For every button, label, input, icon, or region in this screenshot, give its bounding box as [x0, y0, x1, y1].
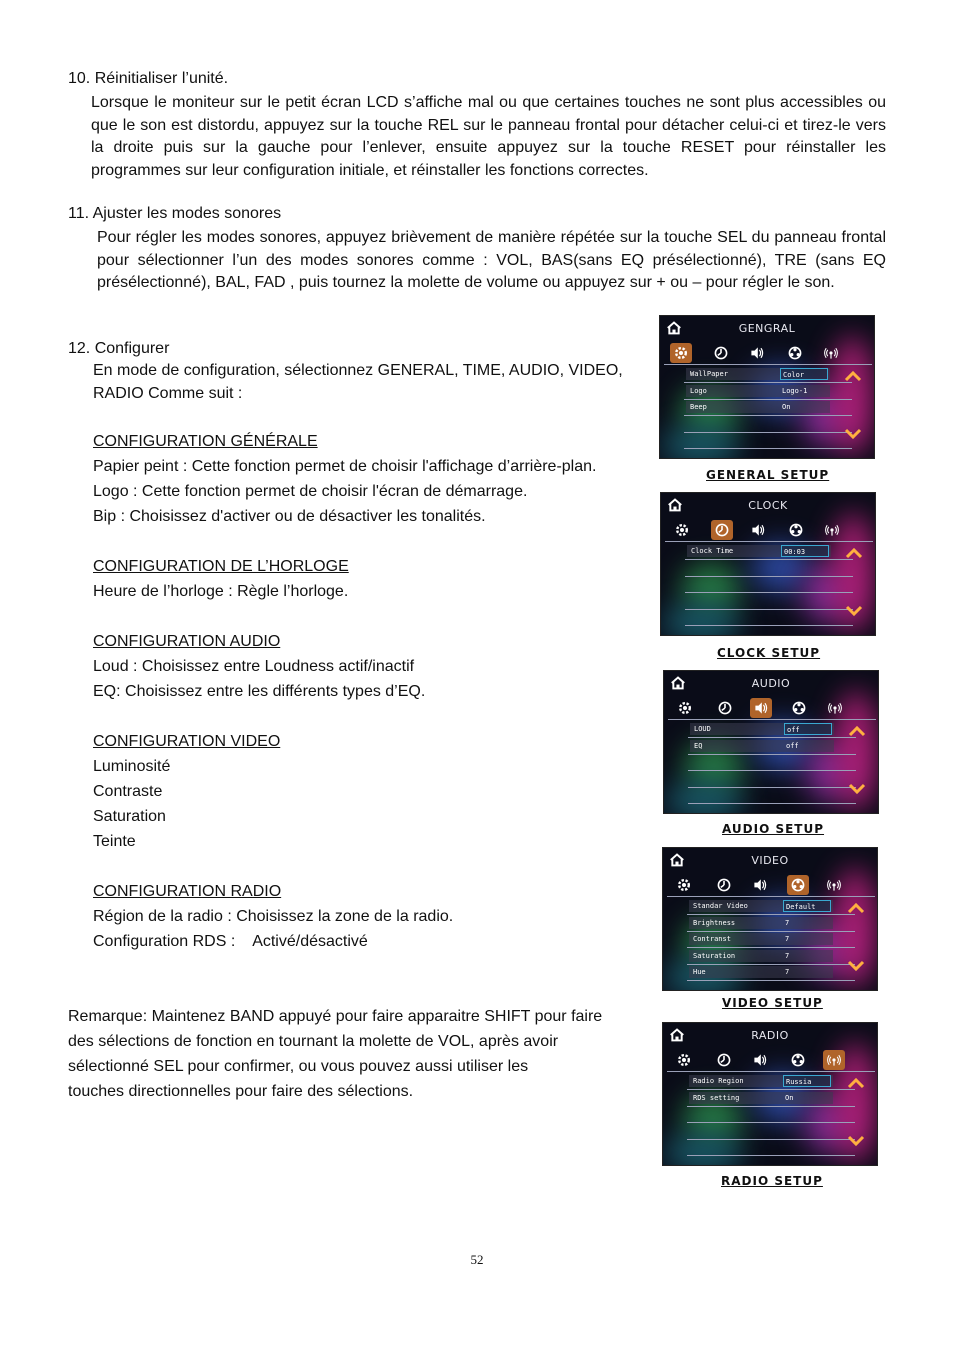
- video-config-line: Contraste: [93, 783, 163, 800]
- section-10-body: Lorsque le moniteur sur le petit écran LCD s’affiche mal ou que certaines touches ne sont plus accessibles ou que le son est distordu, appuyez sur la touche REL sur le panneau frontal pour détacher celui-ci et tirez-le vers la droite puis sur la gauche pour l’enlever, ensuite appuyez sur la touche RESET pour réinstaller les programmes sur leur configuration initiale, et réinstaller les fonctions correctes.: [91, 94, 886, 179]
- video-config-line: Saturation: [93, 808, 166, 825]
- setting-label: RDS setting: [693, 1093, 740, 1102]
- setting-label: Clock Time: [691, 547, 734, 555]
- speaker-icon[interactable]: [749, 875, 771, 895]
- general-config-title: CONFIGURATION GÉNÉRALE: [93, 433, 318, 450]
- setting-value[interactable]: On: [785, 1093, 794, 1102]
- remark-line: des sélections de fonction en tournant la molette de VOL, après avoir: [68, 1033, 559, 1050]
- gear-icon[interactable]: [671, 520, 693, 540]
- divider: [665, 541, 873, 542]
- video-config-line: Teinte: [93, 833, 136, 850]
- row-divider: [685, 592, 853, 593]
- video-icon[interactable]: [785, 520, 807, 540]
- setting-value[interactable]: off: [784, 723, 832, 735]
- general-config-line: Bip : Choisissez d'activer ou de désactiver les tonalités.: [93, 508, 486, 525]
- scroll-down-icon[interactable]: [848, 781, 866, 795]
- gear-icon[interactable]: [673, 1050, 695, 1070]
- setting-label: Standar Video: [693, 902, 748, 910]
- setting-label: Beep: [690, 403, 707, 411]
- clock-setup-screen: [660, 492, 876, 636]
- row-divider: [687, 1089, 855, 1090]
- scroll-up-icon[interactable]: [844, 368, 862, 382]
- row-divider: [684, 415, 852, 416]
- setting-value[interactable]: Russia: [783, 1075, 831, 1087]
- category-icon-bar: [667, 874, 875, 896]
- category-icon-bar: [664, 342, 872, 364]
- setting-label: Logo: [690, 386, 707, 395]
- scroll-down-icon[interactable]: [847, 958, 865, 972]
- clock-config-line: Heure de l’horloge : Règle l’horloge.: [93, 583, 349, 600]
- setting-label: Contranst: [693, 935, 731, 943]
- setting-value[interactable]: 7: [785, 935, 790, 943]
- remark-line: Remarque: Maintenez BAND appuyé pour faire apparaitre SHIFT pour faire: [68, 1008, 603, 1025]
- clock-setup-caption: CLOCK SETUP: [717, 646, 821, 660]
- row-divider: [688, 787, 856, 788]
- general-config-line: Papier peint : Cette fonction permet de choisir l'affichage d’arrière-plan.: [93, 458, 597, 475]
- setting-label: Saturation: [693, 951, 736, 960]
- row-divider: [685, 625, 853, 626]
- row-divider: [687, 980, 855, 981]
- category-icon-bar: [668, 697, 876, 719]
- setting-value[interactable]: off: [786, 741, 799, 750]
- row-divider: [684, 382, 852, 383]
- row-divider: [684, 432, 852, 433]
- row-divider: [688, 770, 856, 771]
- video-icon[interactable]: [784, 343, 806, 363]
- clock-icon[interactable]: [713, 875, 735, 895]
- screen-title: RADIO: [751, 1029, 789, 1042]
- radio-icon[interactable]: [820, 343, 842, 363]
- radio-icon[interactable]: [823, 875, 845, 895]
- section-12-heading: 12. Configurer: [68, 340, 170, 357]
- remark-line: touches directionnelles pour faire des sélections.: [68, 1083, 414, 1100]
- row-divider: [687, 1155, 855, 1156]
- gear-icon[interactable]: [673, 875, 695, 895]
- speaker-icon[interactable]: [747, 520, 769, 540]
- row-divider: [687, 914, 855, 915]
- clock-icon[interactable]: [710, 343, 732, 363]
- setting-label: Brightness: [693, 918, 736, 927]
- remark-line: sélectionné SEL pour confirmer, ou vous pouvez aussi utiliser les: [68, 1058, 529, 1075]
- video-icon[interactable]: [787, 875, 809, 895]
- row-divider: [687, 1106, 855, 1107]
- speaker-icon[interactable]: [746, 343, 768, 363]
- page-number: 52: [470, 1252, 484, 1267]
- divider: [664, 364, 872, 365]
- gear-icon[interactable]: [674, 698, 696, 718]
- setting-value[interactable]: 7: [785, 968, 790, 976]
- screen-title: CLOCK: [748, 499, 788, 512]
- video-config-line: Luminosité: [93, 758, 171, 775]
- setting-value[interactable]: 00:03: [781, 545, 829, 557]
- row-divider: [687, 1122, 855, 1123]
- radio-config-title: CONFIGURATION RADIO: [93, 883, 282, 900]
- audio-setup-screen: [663, 670, 879, 814]
- row-divider: [688, 754, 856, 755]
- scroll-up-icon[interactable]: [845, 545, 863, 559]
- audio-setup-caption: AUDIO SETUP: [722, 822, 825, 836]
- row-divider: [687, 1139, 855, 1140]
- divider: [667, 1071, 875, 1072]
- setting-label: EQ: [694, 741, 703, 750]
- radio-icon[interactable]: [821, 520, 843, 540]
- setting-value[interactable]: 7: [785, 951, 790, 960]
- scroll-up-icon[interactable]: [847, 900, 865, 914]
- section-11-heading: 11. Ajuster les modes sonores: [68, 205, 282, 222]
- video-setup-screen: [662, 847, 878, 991]
- general-setup-screen: [659, 315, 875, 459]
- scroll-down-icon[interactable]: [845, 603, 863, 617]
- speaker-icon[interactable]: [749, 1050, 771, 1070]
- scroll-up-icon[interactable]: [847, 1075, 865, 1089]
- general-config-line: Logo : Cette fonction permet de choisir l'écran de démarrage.: [93, 483, 528, 500]
- clock-icon[interactable]: [714, 698, 736, 718]
- setting-value[interactable]: Logo-1: [782, 386, 808, 395]
- category-icon-bar: [665, 519, 873, 541]
- speaker-icon[interactable]: [750, 698, 772, 718]
- radio-icon[interactable]: [824, 698, 846, 718]
- scroll-down-icon[interactable]: [847, 1133, 865, 1147]
- video-icon[interactable]: [787, 1050, 809, 1070]
- row-divider: [687, 931, 855, 932]
- row-divider: [687, 964, 855, 965]
- section-10-heading: 10. Réinitialiser l’unité.: [68, 70, 229, 87]
- screen-title: VIDEO: [751, 854, 789, 867]
- row-divider: [684, 399, 852, 400]
- section-12-intro-line-1: En mode de configuration, sélectionnez GENERAL, TIME, AUDIO, VIDEO,: [93, 362, 623, 379]
- divider: [667, 896, 875, 897]
- general-setup-caption: GENERAL SETUP: [706, 468, 830, 482]
- row-divider: [688, 737, 856, 738]
- radio-config-line: Région de la radio : Choisissez la zone de la radio.: [93, 908, 454, 925]
- audio-config-line: EQ: Choisissez entre les différents types d’EQ.: [93, 683, 426, 700]
- section-12-intro-line-2: RADIO Comme suit :: [93, 385, 243, 402]
- radio-icon[interactable]: [823, 1050, 845, 1070]
- category-icon-bar: [667, 1049, 875, 1071]
- audio-config-line: Loud : Choisissez entre Loudness actif/inactif: [93, 658, 415, 675]
- radio-setup-caption: RADIO SETUP: [721, 1174, 823, 1188]
- radio-config-line: Configuration RDS : Activé/désactivé: [93, 933, 368, 950]
- row-divider: [687, 947, 855, 948]
- audio-config-title: CONFIGURATION AUDIO: [93, 633, 281, 650]
- setting-label: WallPaper: [690, 370, 728, 378]
- row-divider: [688, 803, 856, 804]
- row-divider: [685, 609, 853, 610]
- section-11-body: Pour régler les modes sonores, appuyez brièvement de manière répétée sur la touche SEL du panneau frontal pour sélectionner l’un des modes sonores comme : VOL, BAS(sans EQ présélectionné), TRE (sans EQ présélectionné), BAL, FAD , puis tournez la molette de volume ou appuyez sur + ou – pour régler le son.: [97, 229, 886, 291]
- gear-icon[interactable]: [670, 343, 692, 363]
- screen-title: GENGRAL: [738, 322, 796, 335]
- setting-label: LOUD: [694, 725, 711, 733]
- video-icon[interactable]: [788, 698, 810, 718]
- video-config-title: CONFIGURATION VIDEO: [93, 733, 281, 750]
- video-setup-caption: VIDEO SETUP: [722, 996, 823, 1010]
- setting-label: Radio Region: [693, 1077, 744, 1085]
- clock-config-title: CONFIGURATION DE L’HORLOGE: [93, 558, 349, 575]
- setting-value[interactable]: 7: [785, 918, 790, 927]
- divider: [668, 719, 876, 720]
- row-divider: [685, 559, 853, 560]
- clock-icon[interactable]: [711, 520, 733, 540]
- scroll-up-icon[interactable]: [848, 723, 866, 737]
- setting-value[interactable]: Default: [783, 900, 831, 912]
- screen-title: AUDIO: [751, 677, 791, 690]
- radio-setup-screen: [662, 1022, 878, 1166]
- setting-value[interactable]: On: [782, 403, 791, 411]
- row-divider: [684, 448, 852, 449]
- scroll-down-icon[interactable]: [844, 426, 862, 440]
- row-divider: [685, 576, 853, 577]
- clock-icon[interactable]: [713, 1050, 735, 1070]
- screen-background: [661, 493, 875, 635]
- setting-value[interactable]: Color: [780, 368, 828, 380]
- setting-label: Hue: [693, 968, 706, 976]
